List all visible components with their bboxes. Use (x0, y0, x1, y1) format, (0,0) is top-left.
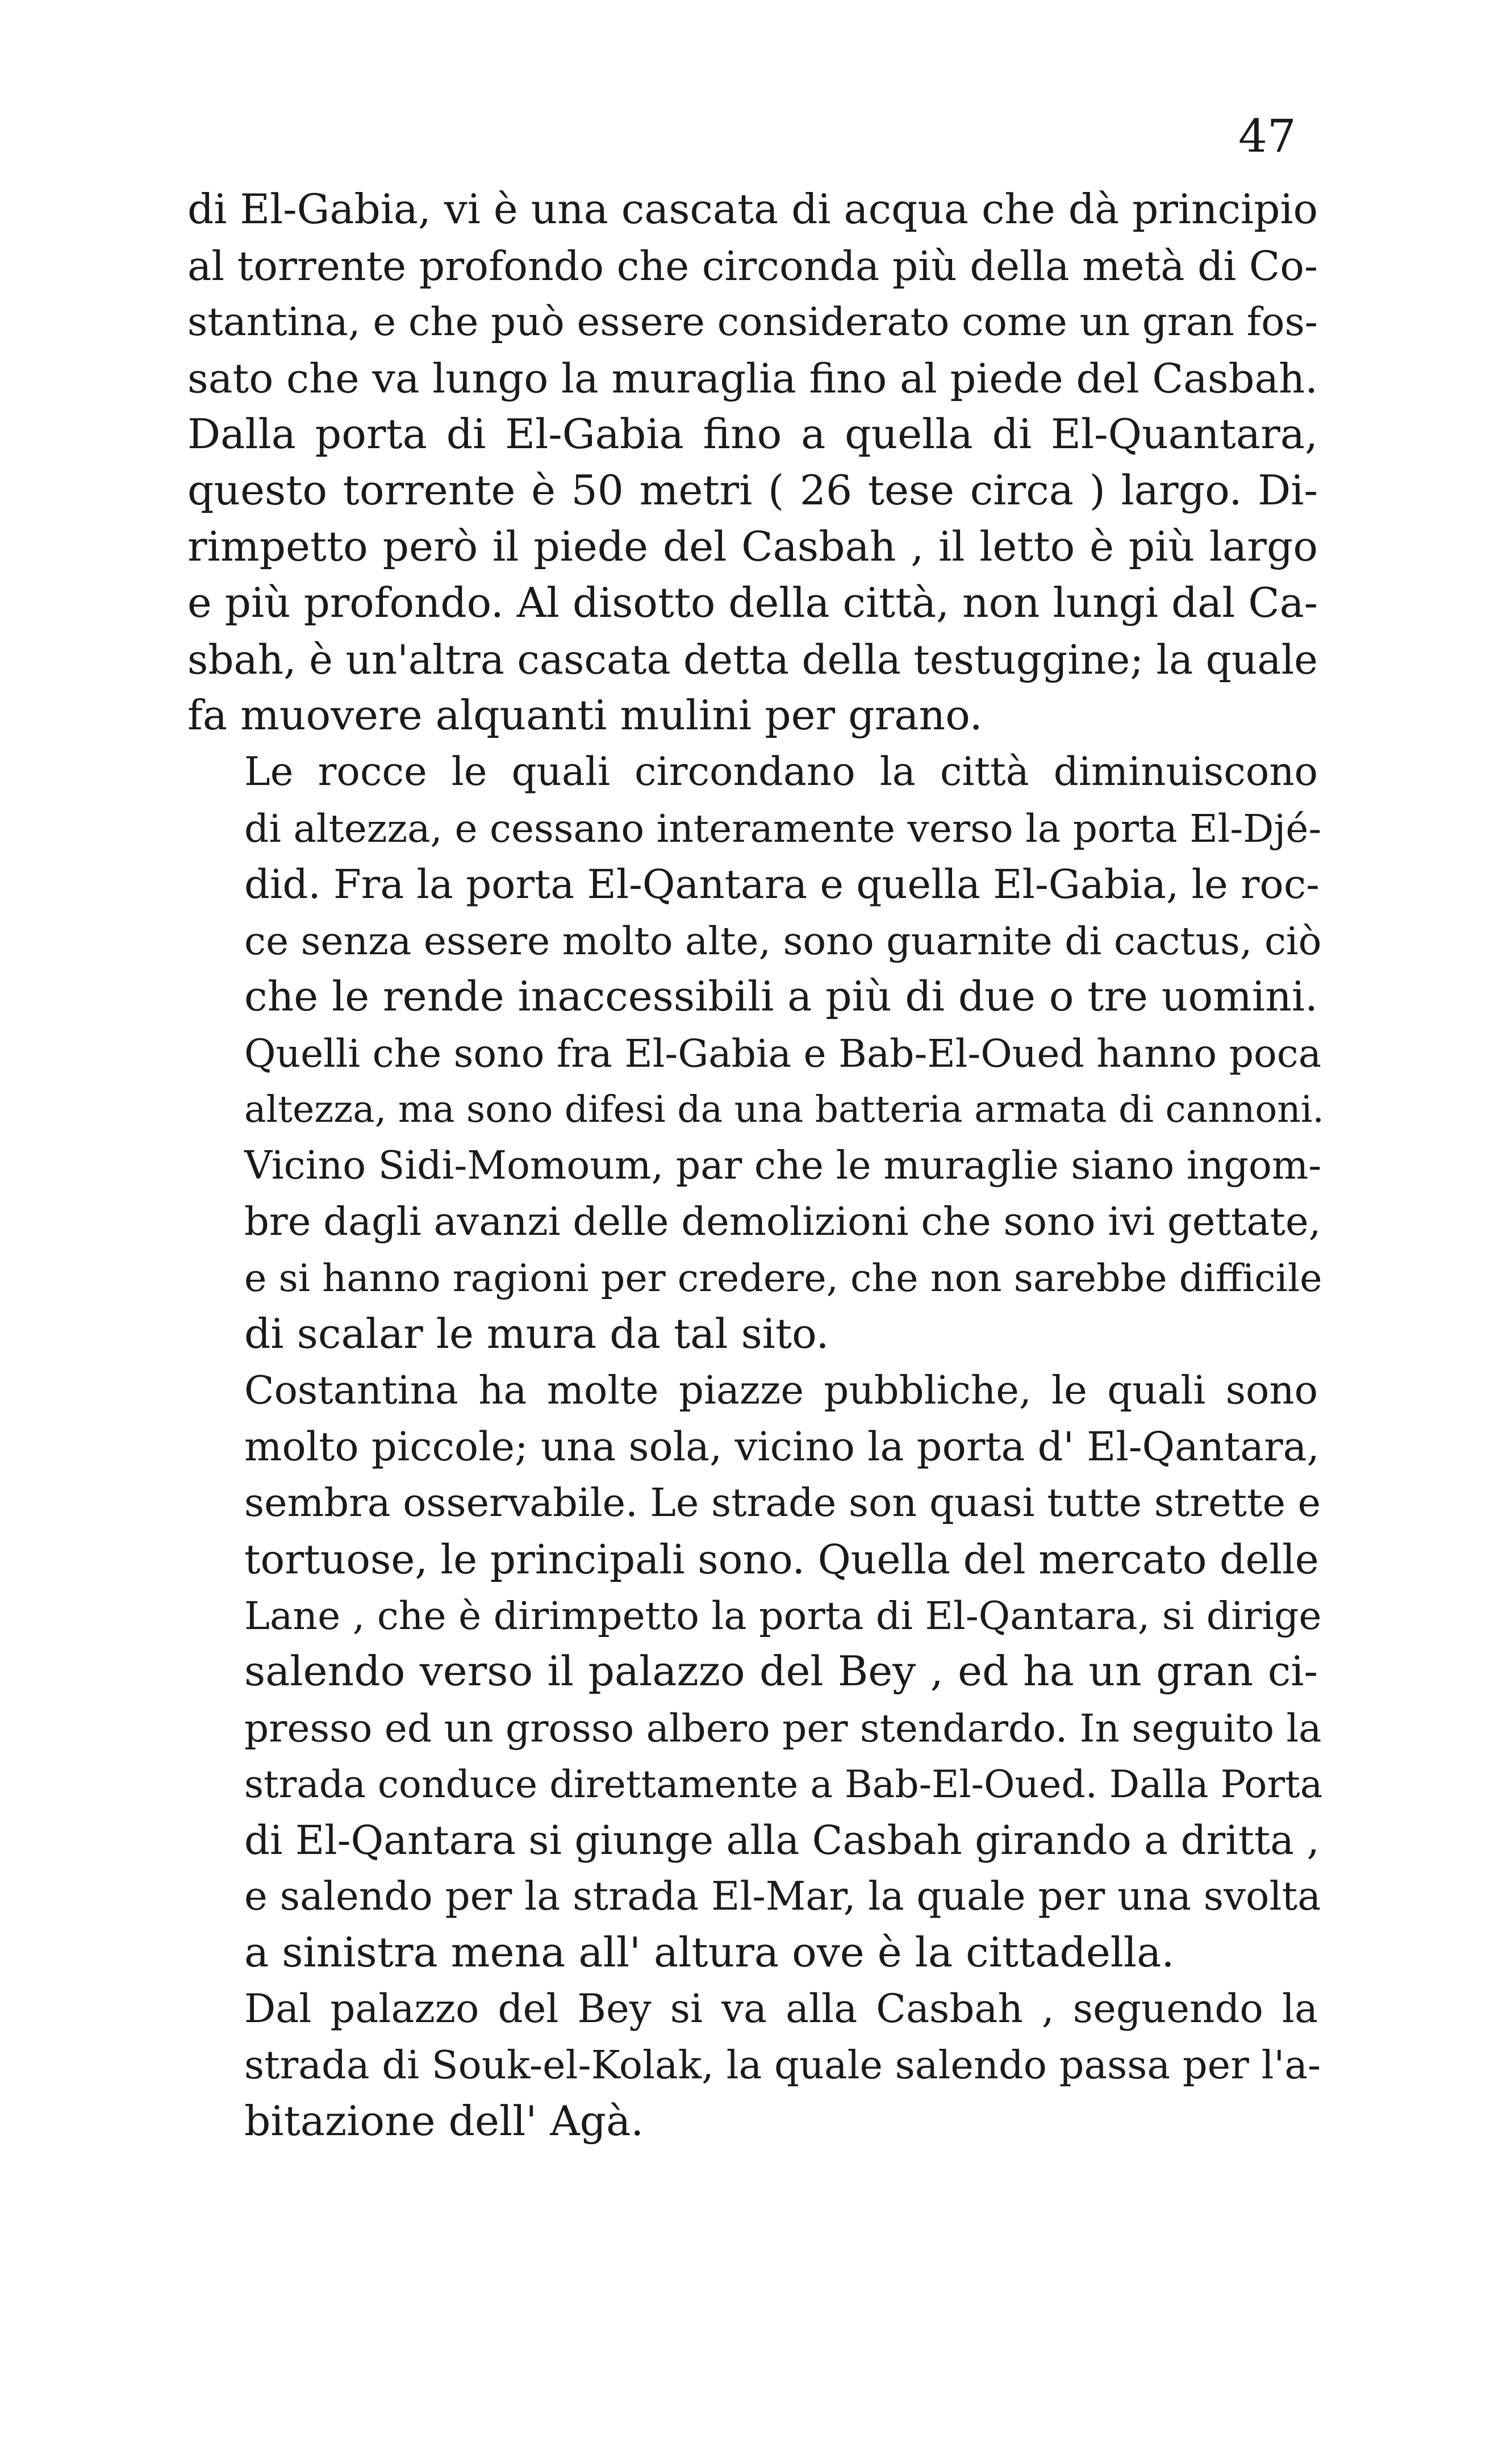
text-line: di El-Gabia, vi è una cascata di acqua che dà principio (187, 186, 1318, 233)
text-line: al torrente profondo che circonda più della metà di Co- (187, 243, 1318, 290)
text-line: tortuose, le principali sono. Quella del mercato delle (244, 1536, 1319, 1583)
text-line: di scalar le mura da tal sito. (244, 1310, 829, 1358)
text-line: e si hanno ragioni per credere, che non sarebbe difficile (244, 1256, 1322, 1300)
text-line: e salendo per la strada El-Mar, la quale per una svolta (244, 1874, 1321, 1919)
text-line: Dalla porta di El-Gabia fino a quella di El-Quantara, (187, 411, 1318, 458)
text-line: a sinistra mena all' altura ove è la cittadella. (244, 1929, 1175, 1977)
paragraph-3 (187, 1363, 1323, 1981)
text-line: che le rende inaccessibili a più di due o tre uomini. (244, 973, 1318, 1021)
paragraph-1 (187, 182, 1318, 744)
text-line: Le rocce le quali circondano la città diminuiscono (244, 749, 1318, 795)
text-line: Lane , che è dirimpetto la porta di El-Qantara, si dirige (244, 1593, 1322, 1638)
text-line: bitazione dell' Agà. (244, 2098, 644, 2145)
text-line: e più profondo. Al disotto della città, non lungi dal Ca- (187, 579, 1318, 627)
text-line: questo torrente è 50 metri ( 26 tese circa ) largo. Di- (187, 467, 1318, 515)
text-line: sato che va lungo la muraglia fino al piede del Casbah. (187, 355, 1318, 402)
text-line: molto piccole; una sola, vicino la porta d' El-Qantara, (244, 1423, 1320, 1470)
paragraph-4 (187, 1981, 1321, 2150)
text-line: salendo verso il palazzo del Bey , ed ha un gran ci- (244, 1648, 1318, 1695)
text-line: presso ed un grosso albero per stendardo. In seguito la (244, 1706, 1322, 1751)
text-line: Dal palazzo del Bey si va alla Casbah , seguendo la (244, 1986, 1318, 2032)
text-line: sembra osservabile. Le strade son quasi tutte strette e (244, 1481, 1321, 1526)
text-line: sbah, è un'altra cascata detta della testuggine; la quale (187, 636, 1318, 683)
text-line: altezza, ma sono difesi da una batteria armata di cannoni. (244, 1088, 1324, 1131)
text-line: Costantina ha molte piazze pubbliche, le quali sono (244, 1368, 1318, 1413)
page-number: 47 (1238, 110, 1296, 162)
text-line: strada di Souk-el-Kolak, la quale salendo passa per l'a- (244, 2043, 1321, 2088)
text-line: Quelli che sono fra El-Gabia e Bab-El-Oued hanno poca (244, 1031, 1322, 1076)
text-line: di altezza, e cessano interamente verso la porta El-Djé- (244, 806, 1322, 851)
body-text (187, 182, 1324, 2150)
text-line: fa muovere alquanti mulini per grano. (187, 692, 983, 740)
text-line: bre dagli avanzi delle demolizioni che sono ivi gettate, (244, 1199, 1321, 1244)
text-line: rimpetto però il piede del Casbah , il letto è più largo (187, 523, 1318, 571)
text-line: di El-Qantara si giunge alla Casbah girando a dritta , (244, 1817, 1320, 1864)
paragraph-2 (187, 744, 1324, 1363)
text-line: strada conduce direttamente a Bab-El-Oued. Dalla Porta (244, 1762, 1323, 1806)
text-line: did. Fra la porta El-Qantara e quella El-Gabia, le roc- (244, 861, 1320, 908)
text-line: ce senza essere molto alte, sono guarnite di cactus, ciò (244, 918, 1322, 963)
text-line: stantina, e che può essere considerato come un gran fos- (187, 299, 1318, 345)
text-line: Vicino Sidi-Momoum, par che le muraglie siano ingom- (244, 1143, 1322, 1188)
